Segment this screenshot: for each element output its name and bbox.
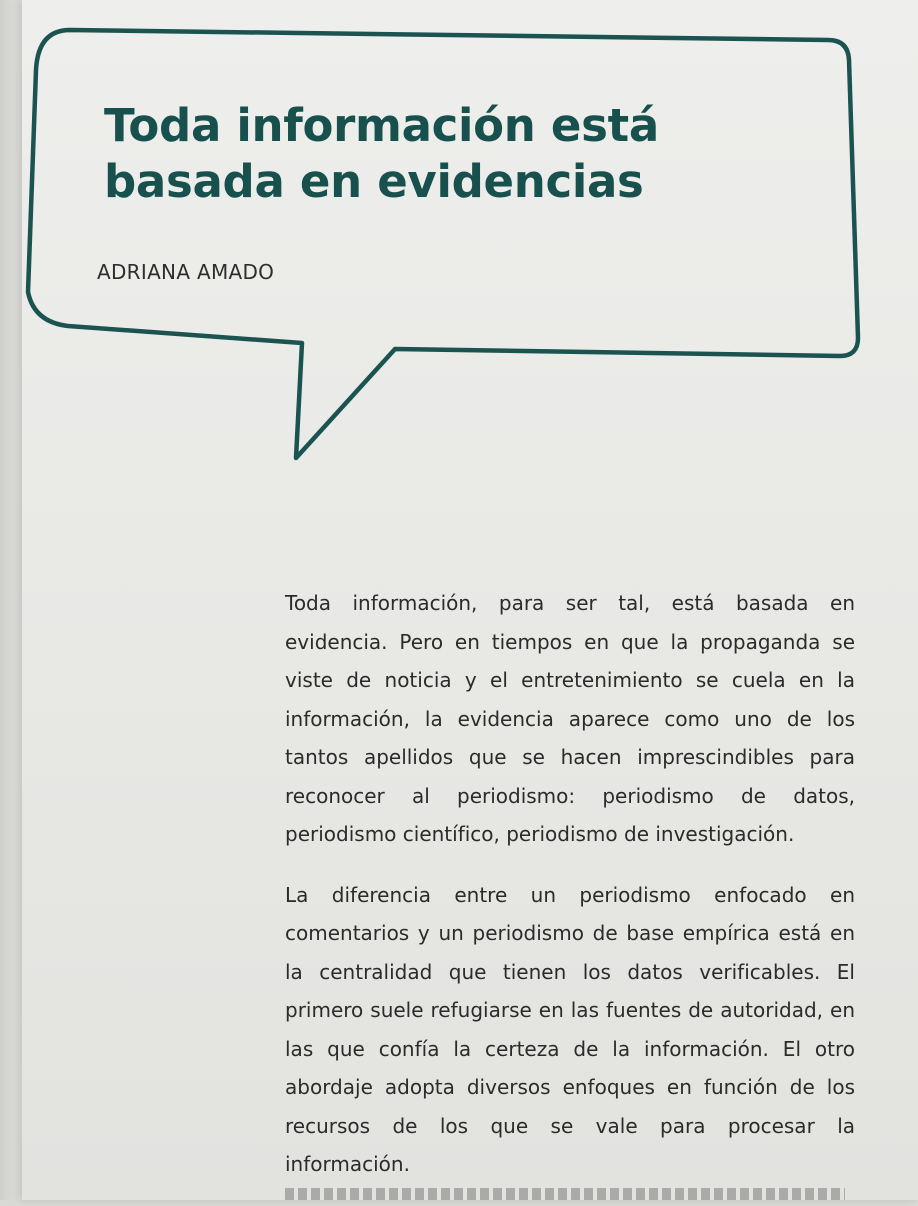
cut-off-next-line [285, 1188, 845, 1200]
article-title-line-2: basada en evidencias [104, 155, 644, 208]
article-author: ADRIANA AMADO [97, 260, 275, 284]
body-paragraph-2: La diferencia entre un periodismo enfocado en comentarios y un periodismo de base empírica está en la centralidad que tienen los datos verificables. El primero suele refugiarse en las fuentes de autoridad, en las que confía la certeza de la información. El otro abordaje adopta diversos enfoques en función de los recursos de los que se vale para procesar la información. [285, 882, 855, 1176]
article-title-line-1: Toda información está [104, 99, 659, 152]
speech-bubble-outline [28, 30, 858, 458]
body-paragraph-1: Toda información, para ser tal, está basada en evidencia. Pero en tiempos en que la propaganda se viste de noticia y el entretenimiento se cuela en la información, la evidencia aparece como uno de los tantos apellidos que se hacen imprescindibles para reconocer al periodismo: periodismo de datos, periodismo científico, periodismo de investigación. [285, 591, 855, 846]
article-body [285, 584, 855, 1206]
article-title [104, 98, 659, 210]
speech-bubble [0, 0, 918, 470]
